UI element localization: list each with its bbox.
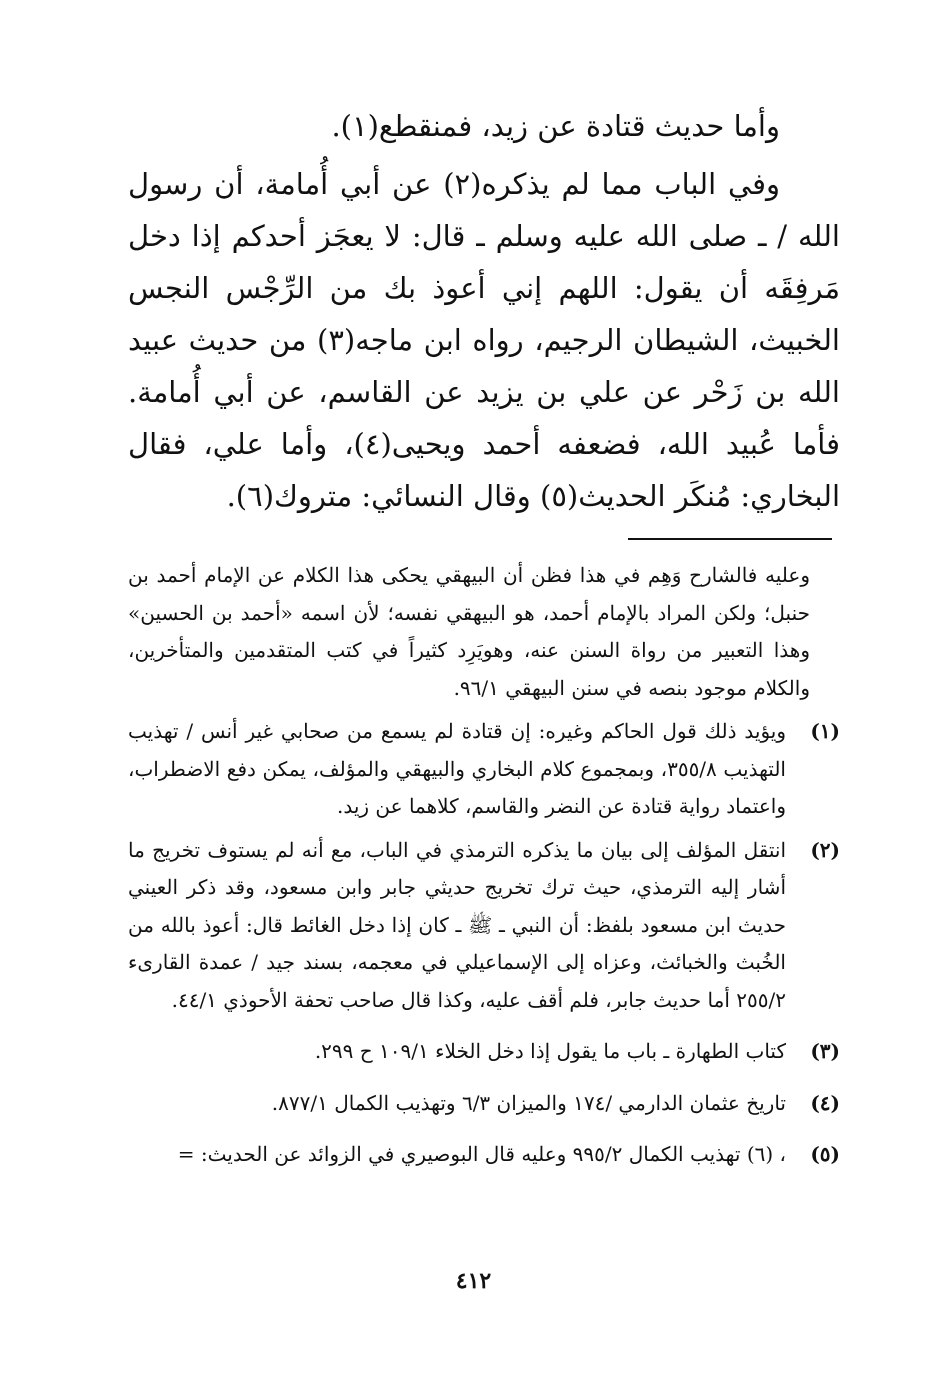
footnote-number: (٤) (810, 1090, 840, 1115)
footnote-number: (٣) (810, 1039, 840, 1063)
main-text (128, 100, 840, 522)
footnote-separator (628, 538, 832, 540)
page-number: ٤١٢ (455, 1268, 492, 1294)
footnote-2 (128, 832, 840, 1020)
footnote-4 (128, 1085, 840, 1123)
footnote-number: (٥) (810, 1142, 840, 1166)
main-paragraph-2: وفي الباب مما لم يذكره(٢) عن أبي أُمامة، أن رسول الله / ـ صلى الله عليه وسلم ـ قال: لا يعجَز أحدكم إذا دخل مَرفِقَه أن يقول: اللهم إني أعوذ بك من الرِّجْس النجس الخبيث، الشيطان الرجيم، رواه ابن ماجه(٣) من حديث عبيد الله بن زَحْر عن علي بن يزيد عن القاسم، عن أبي أُمامة. فأما عُبيد الله، فضعفه أحمد ويحيى(٤)، وأما علي، فقال البخاري: مُنكَر الحديث(٥) وقال النسائي: متروك(٦). (128, 167, 840, 513)
footnote-5-6 (128, 1136, 840, 1174)
footnote-continuation: وعليه فالشارح وَهِم في هذا فظن أن البيهقي يحكى هذا الكلام عن الإمام أحمد بن حنبل؛ ولكن المراد بالإمام أحمد، هو البيهقي نفسه؛ لأن اسمه «أحمد بن الحسين» وهذا التعبير من رواة السنن عنه، وهويَرِد كثيراً في كتب المتقدمين والمتأخرين، والكلام موجود بنصه في سنن البيهقي ٩٦/١. (128, 563, 810, 700)
footnotes (128, 557, 840, 1174)
footnote-3 (128, 1033, 840, 1071)
footnote-text: انتقل المؤلف إلى بيان ما يذكره الترمذي في الباب، مع أنه لم يستوف تخريج ما أشار إليه الترمذي، حيث ترك تخريج حديثي جابر وابن مسعود، وقد ذكر العيني حديث ابن مسعود بلفظ: أن النبي ـ ﷺ ـ كان إذا دخل الغائط قال: أعوذ بالله من الخُبث والخبائث، وعزاه إلى الإسماعيلي في معجمه، بسند جيد / عمدة القارىء ٢٥٥/٢ أما حديث جابر، فلم أقف عليه، وكذا قال صاحب تحفة الأحوذي ٤٤/١. (128, 837, 786, 1012)
footnote-text: تاريخ عثمان الدارمي /١٧٤ والميزان ٦/٣ وتهذيب الكمال ٨٧٧/١. (271, 1090, 786, 1115)
footnote-number: (٢) (810, 837, 840, 862)
footnote-number: (١) (810, 719, 840, 743)
footnote-text: كتاب الطهارة ـ باب ما يقول إذا دخل الخلاء ١٠٩/١ ح ٢٩٩. (314, 1039, 786, 1063)
footnote-1 (128, 713, 840, 826)
footnote-text: ، (٦) تهذيب الكمال ٩٩٥/٢ وعليه قال البوصيري في الزوائد عن الحديث: = (177, 1142, 786, 1166)
main-paragraph-1: وأما حديث قتادة عن زيد، فمنقطع(١). (331, 109, 780, 143)
footnote-text: ويؤيد ذلك قول الحاكم وغيره: إن قتادة لم يسمع من صحابي غير أنس / تهذيب التهذيب ٣٥٥/٨، وبمجموع كلام البخاري والبيهقي والمؤلف، يمكن دفع الاضطراب، واعتماد رواية قتادة عن النضر والقاسم، كلاهما عن زيد. (128, 719, 786, 818)
